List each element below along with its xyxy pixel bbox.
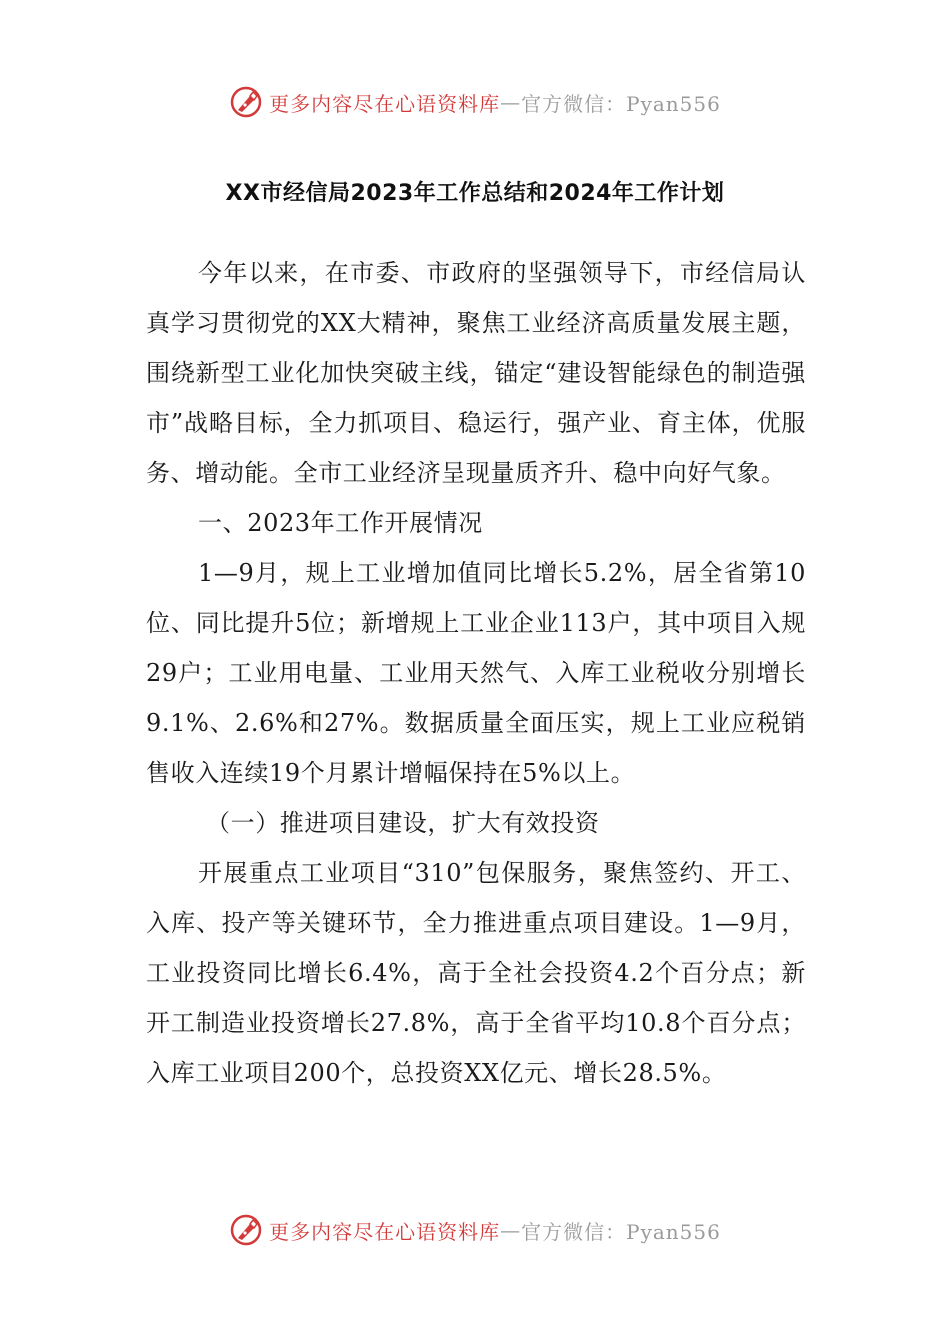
banner-dash: — xyxy=(500,90,522,114)
banner-main-text: 更多内容尽在心语资料库 xyxy=(269,1219,501,1244)
section-heading: 一、2023年工作开展情况 xyxy=(198,509,483,537)
document-body xyxy=(146,248,806,1098)
document-title: XX市经信局2023年工作总结和2024年工作计划 xyxy=(225,181,725,206)
watermark-banner-top xyxy=(0,82,950,122)
watermark-banner-bottom xyxy=(0,1210,950,1250)
banner-contact-text: 官方微信：Pyan556 xyxy=(521,1219,721,1244)
pen-nib-logo-icon xyxy=(229,1213,263,1247)
body-paragraph: 1—9月，规上工业增加值同比增长5.2%，居全省第10位、同比提升5位；新增规上工业企业113户，其中项目入规29户；工业用电量、工业用天然气、入库工业税收分别增长9.1%、2.6%和27%。数据质量全面压实，规上工业应税销售收入连续19个月累计增幅保持在5%以上。 xyxy=(146,559,806,787)
banner-dash: — xyxy=(500,1218,522,1242)
banner-contact-text: 官方微信：Pyan556 xyxy=(521,91,721,116)
intro-paragraph: 今年以来，在市委、市政府的坚强领导下，市经信局认真学习贯彻党的XX大精神，聚焦工业经济高质量发展主题，围绕新型工业化加快突破主线，锚定“建设智能绿色的制造强市”战略目标，全力抓项目、稳运行，强产业、育主体，优服务、增动能。全市工业经济呈现量质齐升、稳中向好气象。 xyxy=(146,259,806,487)
body-paragraph: 开展重点工业项目“310”包保服务，聚焦签约、开工、入库、投产等关键环节，全力推进重点项目建设。1—9月，工业投资同比增长6.4%，高于全社会投资4.2个百分点；新开工制造业投资增长27.8%，高于全省平均10.8个百分点；入库工业项目200个，总投资XX亿元、增长28.5%。 xyxy=(146,859,806,1087)
pen-nib-logo-icon xyxy=(229,85,263,119)
subsection-heading: （一）推进项目建设，扩大有效投资 xyxy=(206,809,600,837)
banner-main-text: 更多内容尽在心语资料库 xyxy=(269,91,501,116)
